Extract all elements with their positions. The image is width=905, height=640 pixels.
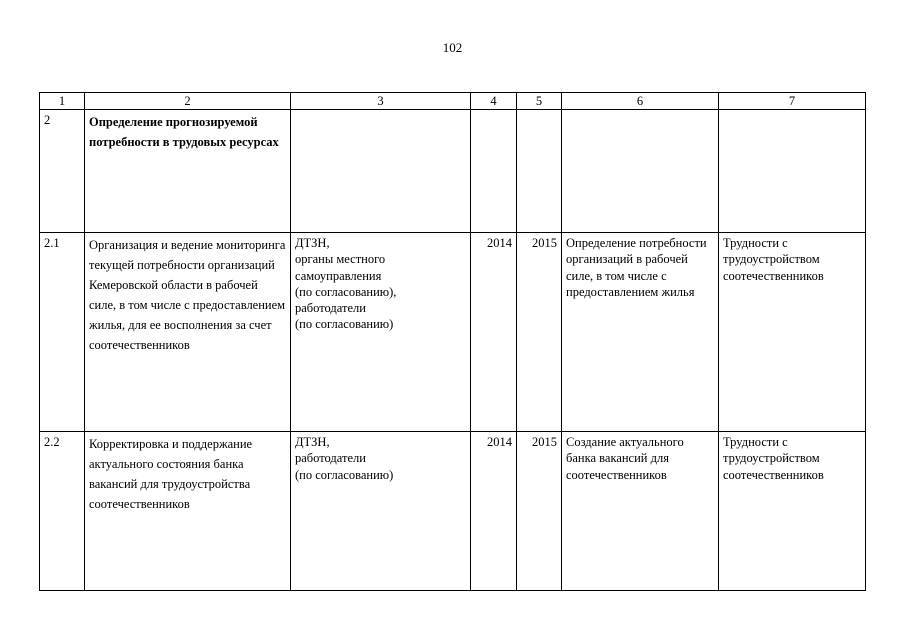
- executors-cell: [291, 233, 471, 432]
- executor-line: (по согласованию): [295, 467, 394, 482]
- table-row: [40, 233, 866, 432]
- executor-line: (по согласованию): [295, 317, 394, 332]
- year-end: 2015: [517, 432, 562, 591]
- column-number-header: 1: [40, 93, 85, 110]
- row-number: 2.1: [40, 233, 85, 432]
- year-start: 2014: [471, 233, 517, 432]
- column-number-header: 6: [562, 93, 719, 110]
- column-number-row: [40, 93, 866, 110]
- year-end: 2015: [517, 233, 562, 432]
- year-start: 2014: [471, 432, 517, 591]
- executor-line: (по согласованию),: [295, 284, 397, 299]
- column-number-header: 2: [85, 93, 291, 110]
- executor-line: органы местного самоуправления: [295, 252, 386, 283]
- row-number: 2.2: [40, 432, 85, 591]
- empty-cell: [471, 110, 517, 233]
- action-plan-table: [39, 92, 866, 591]
- empty-cell: [517, 110, 562, 233]
- expected-result: Создание актуального банка вакансий для соотечественников: [562, 432, 719, 591]
- executors-cell: [291, 432, 471, 591]
- executor-line: ДТЗН,: [295, 236, 330, 250]
- section-title: Определение прогнозируемой потребности в трудовых ресурсах: [85, 110, 291, 233]
- indicator: Трудности с трудоустройством соотечественников: [719, 432, 866, 591]
- empty-cell: [291, 110, 471, 233]
- executor-line: работодатели: [295, 451, 366, 466]
- column-number-header: 4: [471, 93, 517, 110]
- empty-cell: [562, 110, 719, 233]
- column-number-header: 3: [291, 93, 471, 110]
- executor-line: ДТЗН,: [295, 435, 330, 449]
- indicator: Трудности с трудоустройством соотечественников: [719, 233, 866, 432]
- expected-result: Определение потребности организаций в рабочей силе, в том числе с предоставлением жилья: [562, 233, 719, 432]
- page-number: 102: [442, 40, 463, 55]
- section-number: 2: [40, 110, 85, 233]
- measure-description: Организация и ведение мониторинга текущей потребности организаций Кемеровской области в рабочей силе, в том числе с предоставлением жилья, для ее восполнения за счет соотечественников: [85, 233, 291, 432]
- column-number-header: 7: [719, 93, 866, 110]
- table-row: [40, 432, 866, 591]
- section-row: [40, 110, 866, 233]
- executor-line: работодатели: [295, 301, 366, 315]
- column-number-header: 5: [517, 93, 562, 110]
- empty-cell: [719, 110, 866, 233]
- measure-description: Корректировка и поддержание актуального состояния банка вакансий для трудоустройства соотечественников: [85, 432, 291, 591]
